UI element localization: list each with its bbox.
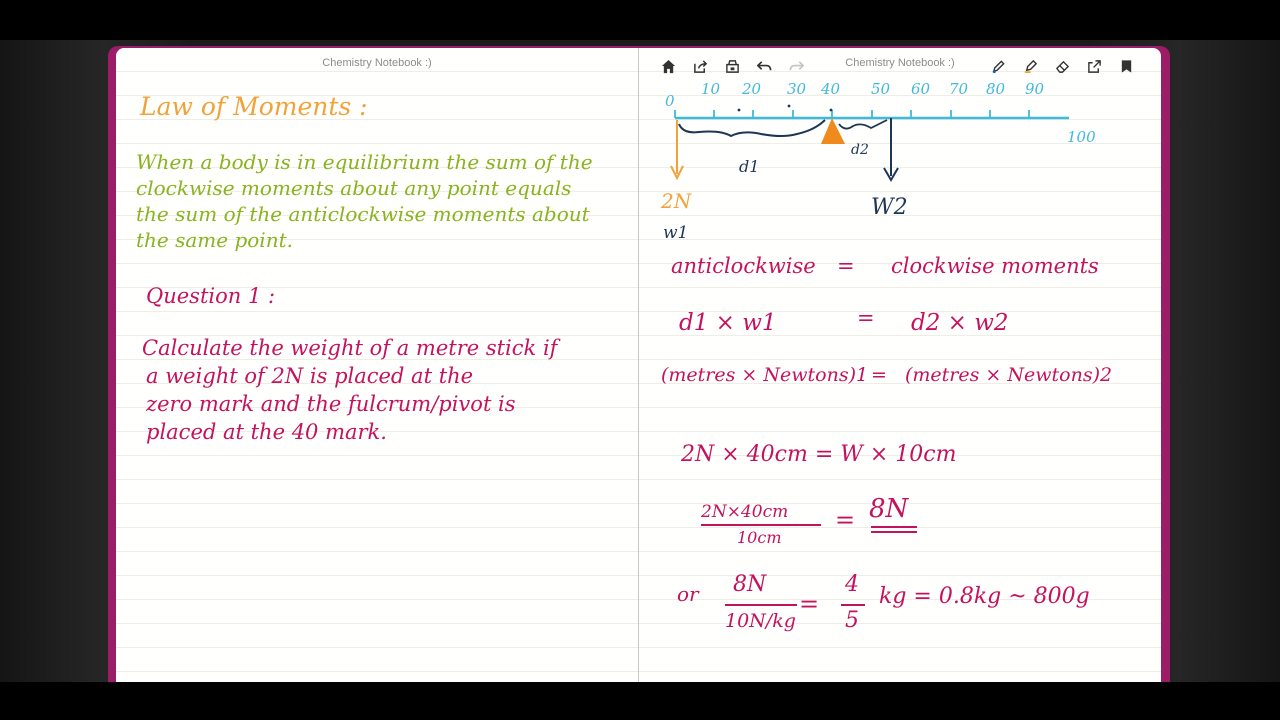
working-line2-right: d2 × w2 [911,310,1009,336]
fulcrum-icon [821,118,845,144]
scale-label-70: 70 [949,80,969,98]
frac2-eq: = [799,590,820,618]
working-line4: 2N × 40cm = W × 10cm [681,442,957,467]
result-underline-2 [871,531,917,533]
scale-dot [738,109,741,112]
frac2-bar [725,604,797,606]
frac1-denominator: 10cm [737,528,782,547]
left-page-title: Chemistry Notebook :) [322,57,432,69]
scale-label-0: 0 [665,92,675,110]
w2-label: W2 [871,195,908,220]
frac1-result: 8N [869,494,909,524]
working-line6-tail: kg = 0.8kg ~ 800g [879,584,1090,609]
scale-label-30: 30 [787,80,807,98]
force-left-label: 2N [661,189,692,213]
d2-brace [839,120,887,129]
top-letterbox [0,0,1280,40]
question-line-4: placed at the 40 mark. [146,420,387,444]
d2-label: d2 [851,142,869,158]
working-line3-right: (metres × Newtons)2 [905,364,1113,386]
scale-dot [788,105,791,108]
working-or: or [677,582,699,606]
scale-label-90: 90 [1025,80,1045,98]
law-line-1: When a body is in equilibrium the sum of the [136,150,593,174]
working-line1-eq: = [837,254,855,278]
frac3-denominator: 5 [845,608,859,633]
scale-label-40: 40 [821,80,841,98]
law-line-4: the same point. [136,228,293,252]
right-page-title: Chemistry Notebook :) [845,57,955,69]
frac2-numerator: 8N [733,572,767,597]
question-line-3: zero mark and the fulcrum/pivot is [146,392,516,416]
notebook [108,46,1170,682]
frac1-eq: = [835,506,856,534]
scale-label-100: 100 [1067,128,1096,146]
working-line1-left: anticlockwise [671,254,816,278]
frac1-numerator: 2N×40cm [701,502,789,522]
working-line3-left: (metres × Newtons)1 [661,364,869,386]
question-label: Question 1 : [146,284,276,308]
frac1-bar [701,524,821,526]
working-line1-right: clockwise moments [891,254,1099,278]
scale-label-60: 60 [911,80,931,98]
scale-label-20: 20 [742,80,762,98]
question-line-2: a weight of 2N is placed at the [146,364,474,388]
frac2-denominator: 10N/kg [725,610,796,632]
working-line3-eq: = [871,364,887,386]
scale-dot [830,109,833,112]
lever-diagram [639,48,1161,268]
scale-label-10: 10 [701,80,721,98]
law-line-3: the sum of the anticlockwise moments about [136,202,590,226]
scale-label-80: 80 [986,80,1006,98]
question-line-1: Calculate the weight of a metre stick if [142,336,558,360]
law-line-2: clockwise moments about any point equals [136,176,572,200]
law-heading: Law of Moments : [140,92,368,121]
working-line2-eq: = [857,306,875,330]
result-underline-1 [871,526,917,528]
right-page [639,48,1161,682]
d1-label: d1 [739,157,760,176]
frac3-numerator: 4 [845,572,859,597]
working-line2-left: d1 × w1 [679,310,777,336]
frac3-bar [841,604,865,606]
d1-brace [679,120,825,136]
w1-label: w1 [663,223,689,243]
bottom-letterbox [0,682,1280,720]
scale-label-50: 50 [871,80,891,98]
left-page [116,48,638,682]
